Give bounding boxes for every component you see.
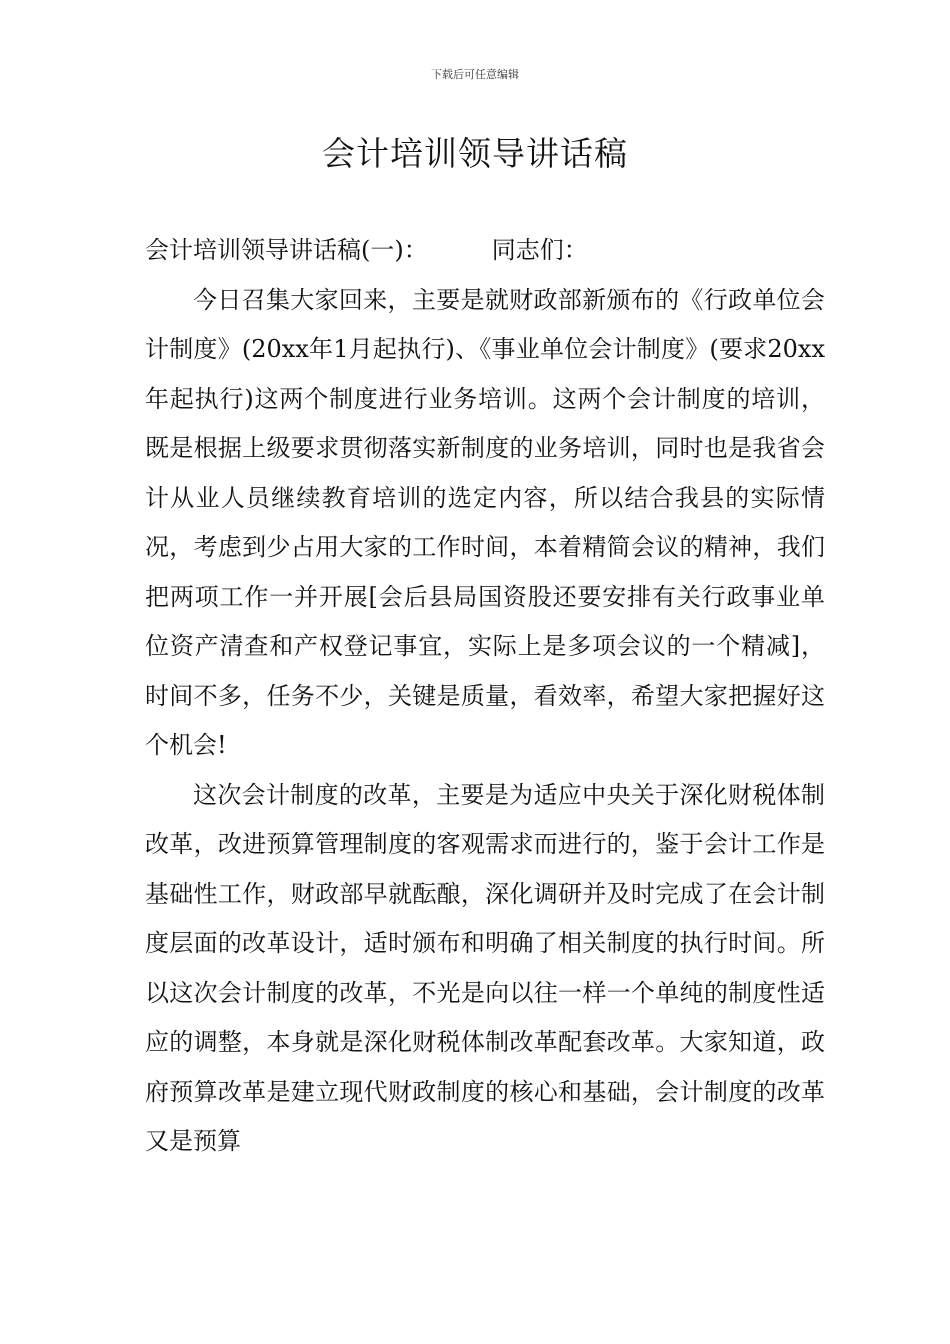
document-title: 会计培训领导讲话稿 — [322, 134, 628, 173]
intro-heading: 会计培训领导讲话稿(一)： — [145, 236, 428, 264]
paragraph-2: 这次会计制度的改革，主要是为适应中央关于深化财税体制改革，改进预算管理制度的客观需求而进行的，鉴于会计工作是基础性工作，财政部早就酝酿，深化调研并及时完成了在会计制度层面的改革设计，适时颁布和明确了相关制度的执行时间。所以这次会计制度的改革，不光是向以往一样一个单纯的制度性适应的调整，本身就是深化财税体制改革配套改革。大家知道，政府预算改革是建立现代财政制度的核心和基础，会计制度的改革又是预算 — [145, 780, 825, 1155]
intro-line — [145, 226, 825, 276]
salutation: 同志们： — [491, 236, 588, 264]
header-note: 下载后可任意编辑 — [431, 68, 519, 81]
paragraph-1: 今日召集大家回来，主要是就财政部新颁布的《行政单位会计制度》(20xx年1月起执行)、《事业单位会计制度》(要求20xx年起执行)这两个制度进行业务培训。这两个会计制度的培训，既是根据上级要求贯彻落实新制度的业务培训，同时也是我省会计从业人员继续教育培训的选定内容，所以结合我县的实际情况，考虑到少占用大家的工作时间，本着精简会议的精神，我们把两项工作一并开展[会后县局国资股还要安排有关行政事业单位资产清查和产权登记事宜，实际上是多项会议的一个精减]，时间不多，任务不少，关键是质量，看效率，希望大家把握好这个机会! — [145, 285, 825, 759]
document-body — [145, 226, 825, 1167]
